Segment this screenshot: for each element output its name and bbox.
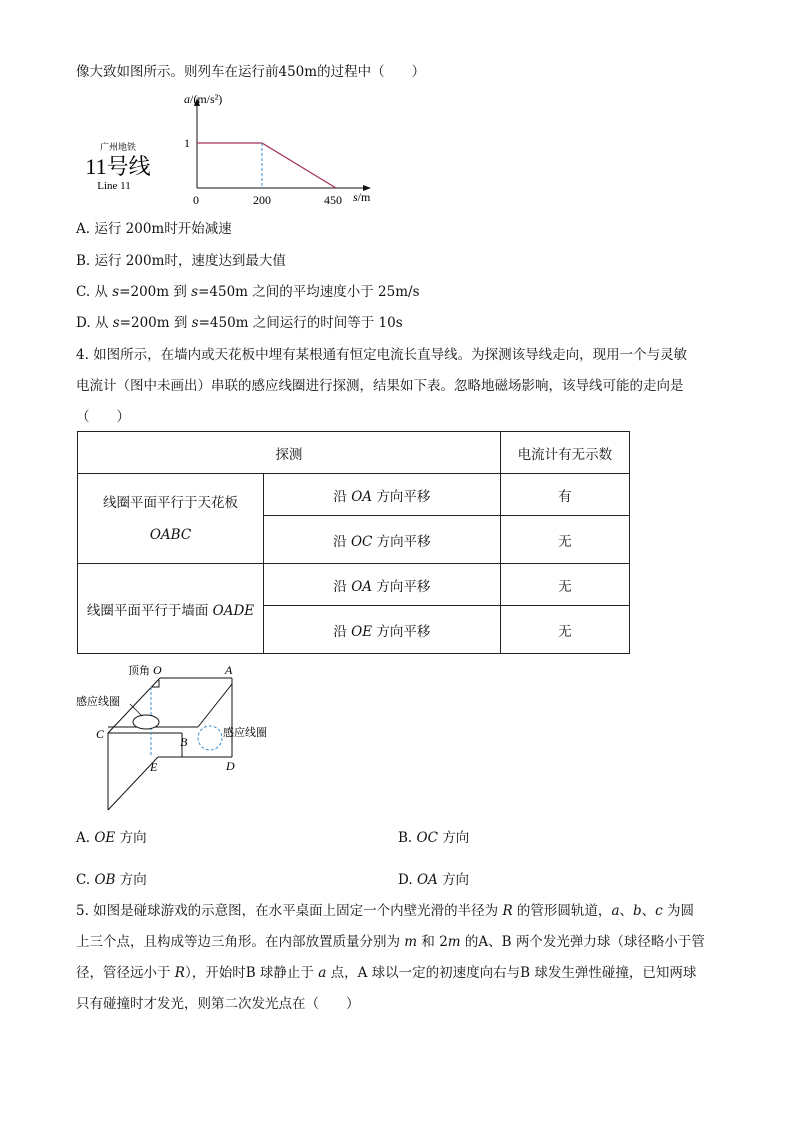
q5-line1: 5. 如图是碰球游戏的示意图，在水平桌面上固定一个内壁光滑的半径为 R 的管形圆轨道，a、b、c 为圆 — [76, 903, 695, 919]
q5-line2: 上三个点，且构成等边三角形。在内部放置质量分别为 m 和 2m 的A、B 两个发光弹力球（球径略小于管 — [76, 934, 705, 950]
q3-stem: 像大致如图所示。则列车在运行前450m的过程中（ ） — [76, 64, 426, 80]
x-tick-0: 0 — [193, 193, 199, 207]
logo-line2: 11号线 — [85, 154, 151, 179]
table-row — [78, 564, 630, 606]
header-result: 电流计有无示数 — [500, 432, 629, 474]
q4-stem-line1: 4. 如图所示，在墙内或天花板中埋有某根通有恒定电流长直导线。为探测该导线走向，现用一个与灵敏 — [76, 347, 688, 363]
table-header-row — [78, 432, 630, 474]
point-d: D — [226, 759, 235, 773]
q3-option-c: C. 从 s=200m 到 s=450m 之间的平均速度小于 25m/s — [76, 284, 420, 300]
q4-option-b: B. OC 方向 — [398, 830, 470, 846]
y-axis-label: a/(m/s²) — [184, 92, 223, 106]
point-b: B — [180, 735, 188, 749]
row4-probe: 沿 OE 方向平移 — [264, 606, 501, 654]
point-a: A — [225, 663, 233, 677]
corner-label: 顶角 — [128, 665, 150, 677]
row2-result: 无 — [500, 516, 629, 564]
q3-figure — [70, 88, 390, 217]
row1-probe: 沿 OA 方向平移 — [264, 474, 501, 516]
q4-stem-line2: 电流计（图中未画出）串联的感应线圈进行探测，结果如下表。忽略地磁场影响，该导线可能的走向是 — [76, 378, 684, 394]
row1-result: 有 — [500, 474, 629, 516]
q4-option-a: A. OE 方向 — [76, 830, 147, 846]
acceleration-curve — [197, 143, 336, 188]
point-o: O — [153, 663, 162, 677]
probe-results-table — [77, 431, 630, 654]
row3-probe: 沿 OA 方向平移 — [264, 564, 501, 606]
x-tick-450: 450 — [324, 193, 342, 207]
ceiling-coil — [133, 715, 159, 729]
row4-result: 无 — [500, 606, 629, 654]
q4-option-d: D. OA 方向 — [398, 872, 470, 888]
header-probe: 探测 — [78, 432, 501, 474]
point-c: C — [96, 727, 105, 741]
point-e: E — [150, 760, 158, 774]
row2-probe: 沿 OC 方向平移 — [264, 516, 501, 564]
logo-line1: 广州地铁 — [99, 142, 137, 152]
q3-option-a: A. 运行 200m时开始减速 — [76, 221, 232, 237]
q5-line4: 只有碰撞时才发光，则第二次发光点在（ ） — [76, 996, 360, 1012]
logo-line3: Line 11 — [97, 180, 131, 192]
q3-option-b: B. 运行 200m时，速度达到最大值 — [76, 253, 286, 269]
coil-right-label: 感应线圈 — [223, 727, 267, 739]
row3-result: 无 — [500, 564, 629, 606]
acceleration-graph — [70, 88, 390, 213]
room-diagram — [70, 660, 290, 815]
coil-left-label: 感应线圈 — [76, 696, 120, 708]
q5-line3: 径，管径远小于 R），开始时B 球静止于 a 点，A 球以一定的初速度向右与B 球发生弹性碰撞，已知两球 — [76, 965, 697, 981]
q4-option-c: C. OB 方向 — [76, 872, 147, 888]
x-tick-200: 200 — [253, 193, 271, 207]
group2-cell: 线圈平面平行于墙面 OADE — [78, 564, 264, 654]
wall-coil — [198, 726, 222, 750]
q3-option-d: D. 从 s=200m 到 s=450m 之间运行的时间等于 10s — [76, 315, 403, 331]
table-row — [78, 474, 630, 516]
q4-stem-line3: （ ） — [76, 409, 130, 425]
x-axis-label: s/m — [353, 190, 371, 204]
y-tick-1: 1 — [184, 136, 190, 150]
q4-figure — [70, 660, 290, 819]
group1-cell: 线圈平面平行于天花板 OABC — [78, 474, 264, 564]
